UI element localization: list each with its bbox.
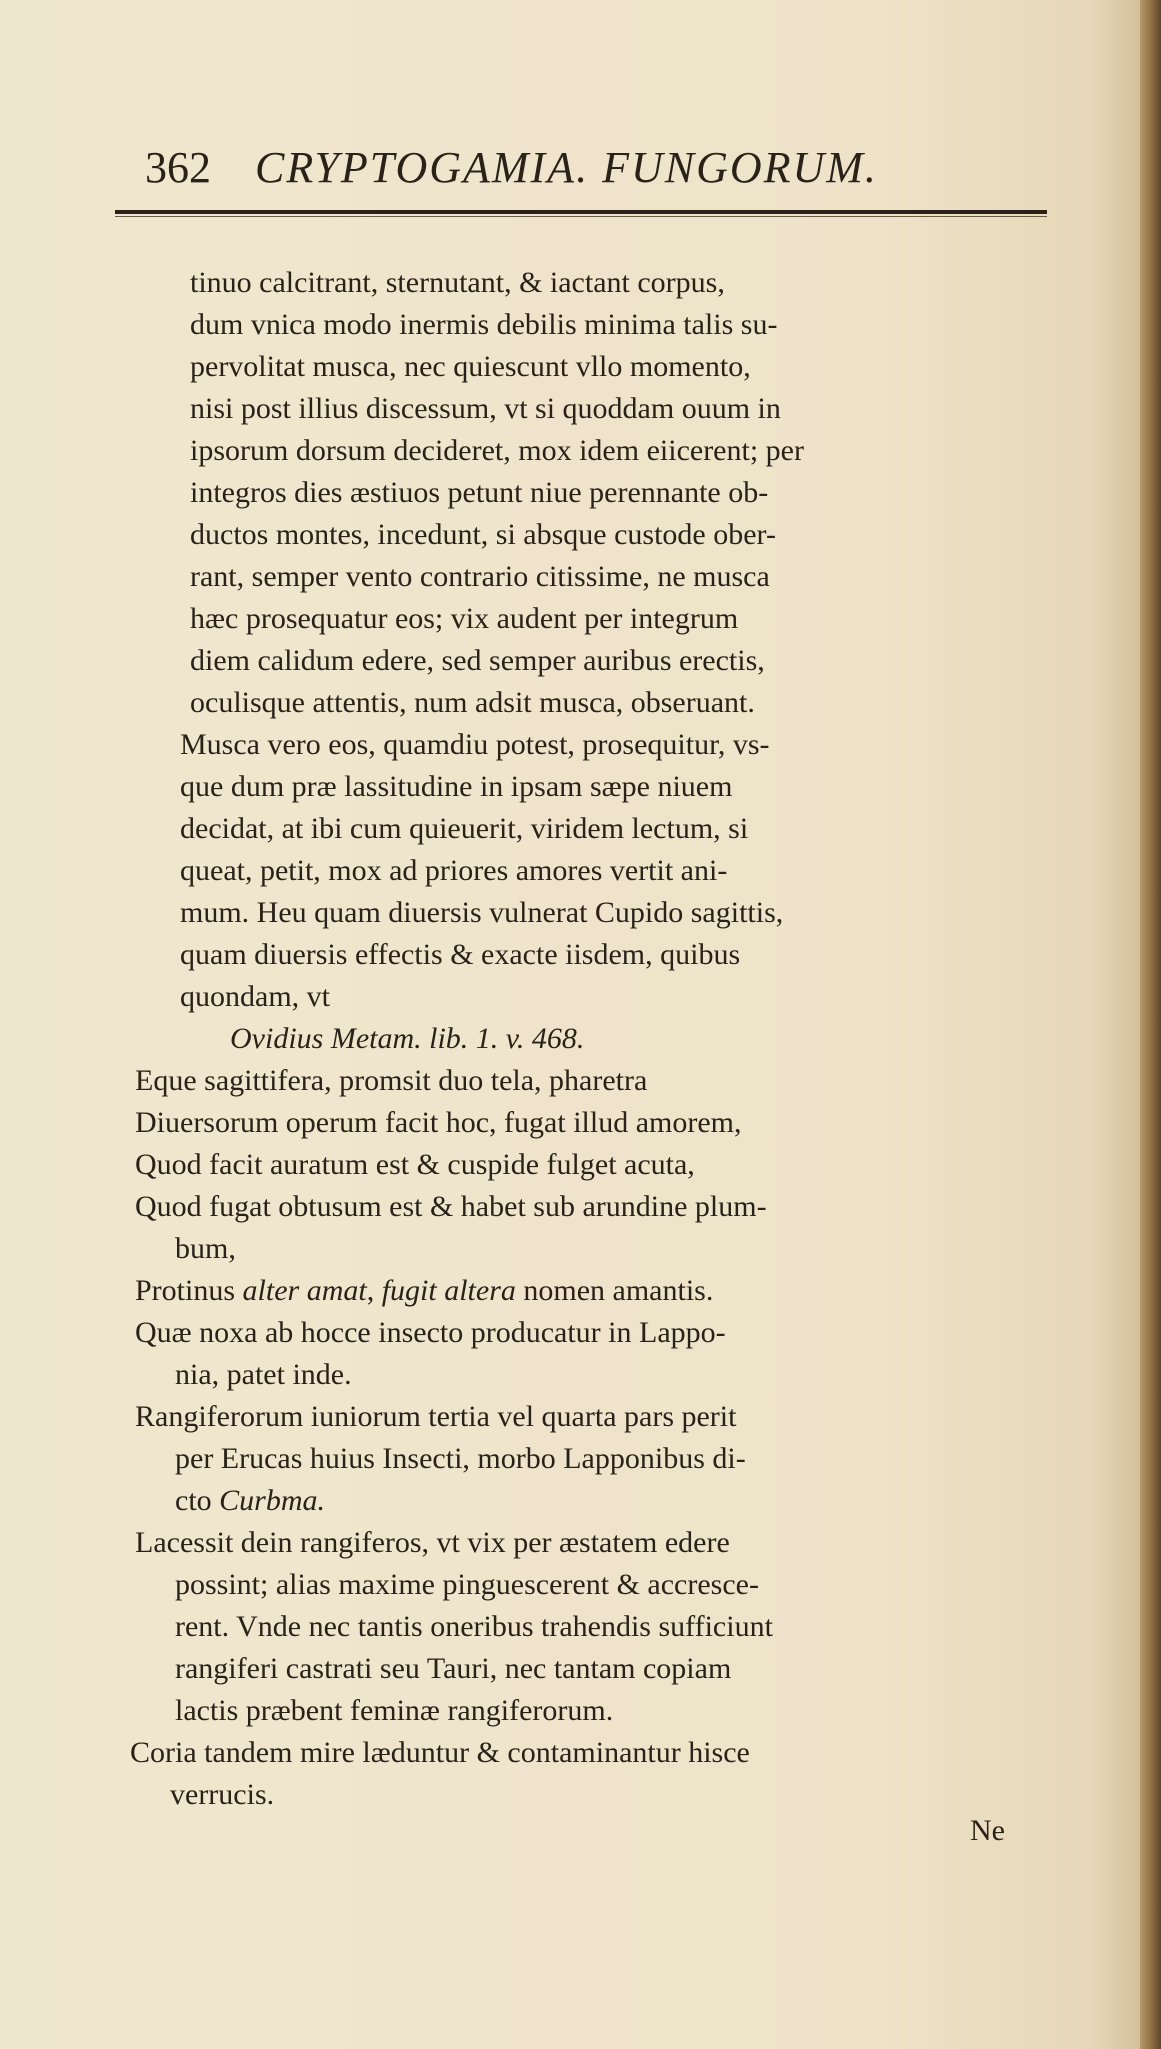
text-line: queat, petit, mox ad priores amores vertit ani- — [180, 854, 728, 887]
text-line: diem calidum edere, sed semper auribus erectis, — [190, 644, 765, 677]
verse-italic: alter amat — [242, 1274, 367, 1307]
text-line: tinuo calcitrant, sternutant, & iactant corpus, — [190, 266, 725, 299]
verse-line: bum, — [175, 1232, 236, 1265]
text-line: Quæ noxa ab hocce insecto producatur in Lappo- — [135, 1316, 726, 1349]
verse-text: , — [366, 1274, 382, 1307]
text-line: decidat, at ibi cum quieuerit, viridem lectum, si — [180, 812, 749, 845]
text-line: verrucis. — [170, 1778, 275, 1811]
text-line: que dum præ lassitudine in ipsam sæpe niuem — [180, 770, 733, 803]
text-line: nia, patet inde. — [175, 1358, 352, 1391]
text-segment: cto — [175, 1484, 220, 1517]
text-line: ipsorum dorsum decideret, mox idem eiicerent; per — [190, 434, 804, 467]
verse-line — [135, 1270, 713, 1312]
text-line: possint; alias maxime pinguescerent & accresce- — [175, 1568, 759, 1601]
text-line: nisi post illius discessum, vt si quoddam ouum in — [190, 392, 781, 425]
text-line: rent. Vnde nec tantis oneribus trahendis sufficiunt — [175, 1610, 773, 1643]
verse-line: Diuersorum operum facit hoc, fugat illud amorem, — [135, 1106, 742, 1139]
catchword: Ne — [970, 1814, 1005, 1847]
text-line: quam diuersis effectis & exacte iisdem, quibus — [180, 938, 741, 971]
text-line: Coria tandem mire læduntur & contaminantur hisce — [130, 1736, 750, 1769]
text-line: Lacessit dein rangiferos, vt vix per æstatem edere — [135, 1526, 730, 1559]
page-number: 362 — [145, 143, 211, 192]
text-line: integros dies æstiuos petunt niue perennante ob- — [190, 476, 769, 509]
text-italic: Curbma. — [219, 1484, 326, 1517]
verse-text: Protinus — [135, 1274, 243, 1307]
text-line — [175, 1480, 325, 1522]
text-line: rangiferi castrati seu Tauri, nec tantam copiam — [175, 1652, 732, 1685]
verse-line: Eque sagittifera, promsit duo tela, pharetra — [135, 1064, 648, 1097]
verse-line: Quod fugat obtusum est & habet sub arundine plum- — [135, 1190, 767, 1223]
verse-line: Quod facit auratum est & cuspide fulget acuta, — [135, 1148, 695, 1181]
text-line: Rangiferorum iuniorum tertia vel quarta pars perit — [135, 1400, 737, 1433]
text-line: per Erucas huius Insecti, morbo Lapponibus di- — [175, 1442, 746, 1475]
text-line: hæc prosequatur eos; vix audent per integrum — [190, 602, 739, 635]
verse-text: nomen amantis. — [515, 1274, 714, 1307]
text-line: rant, semper vento contrario citissime, ne musca — [190, 560, 770, 593]
text-line: quondam, vt — [180, 980, 330, 1013]
text-line: mum. Heu quam diuersis vulnerat Cupido sagittis, — [180, 896, 784, 929]
running-head: CRYPTOGAMIA. FUNGORUM. — [255, 143, 878, 192]
verse-italic: fugit altera — [381, 1274, 516, 1307]
text-line: oculisque attentis, num adsit musca, obseruant. — [190, 686, 755, 719]
text-line: ductos montes, incedunt, si absque custode ober- — [190, 518, 776, 551]
text-line: Musca vero eos, quamdiu potest, prosequitur, vs- — [180, 728, 770, 761]
text-line: dum vnica modo inermis debilis minima talis su- — [190, 308, 778, 341]
text-line: pervolitat musca, nec quiescunt vllo momento, — [190, 350, 751, 383]
citation: Ovidius Metam. lib. 1. v. 468. — [230, 1022, 585, 1055]
text-line: lactis præbent feminæ rangiferorum. — [175, 1694, 614, 1727]
